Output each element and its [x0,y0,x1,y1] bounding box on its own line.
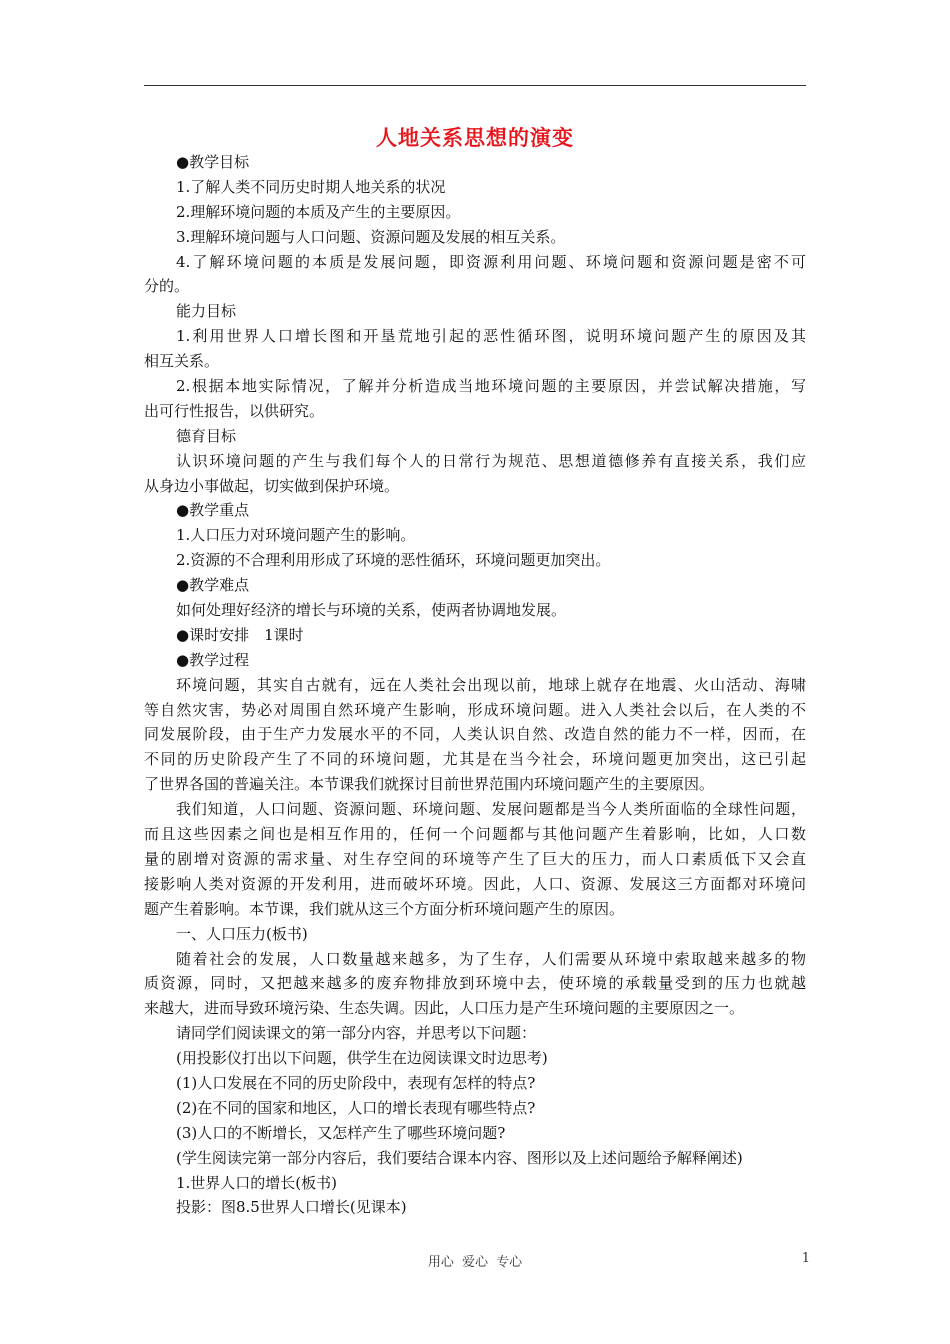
text-line: 量的剧增对资源的需求量、对生存空间的环境等产生了巨大的压力，而人口素质低下又会直 [144,849,806,868]
text-line: (2)在不同的国家和地区，人口的增长表现有哪些特点? [176,1098,536,1117]
text-line: 出可行性报告，以供研究。 [144,401,325,420]
text-line: 等自然灾害，势必对周围自然环境产生影响，形成环境问题。进入人类社会以后，在人类的不 [144,700,806,719]
text-line: ●课时安排 1课时 [176,625,304,644]
text-line: (用投影仪打出以下问题，供学生在边阅读课文时边思考) [176,1049,548,1068]
text-line: 质资源，同时，又把越来越多的废弃物排放到环境中去，使环境的承载量受到的压力也就越 [144,974,806,993]
text-line: 1.人口压力对环境问题产生的影响。 [176,526,416,545]
text-line: ●教学难点 [176,576,250,595]
text-line: 能力目标 [176,302,237,321]
text-line: 我们知道，人口问题、资源问题、环境问题、发展问题都是当今人类所面临的全球性问题， [176,800,806,819]
text-line: 3.理解环境问题与人口问题、资源问题及发展的相互关系。 [176,227,566,246]
text-line: 题产生着影响。本节课，我们就从这三个方面分析环境问题产生的原因。 [144,899,625,918]
text-line: 环境问题，其实自古就有，远在人类社会出现以前，地球上就存在地震、火山活动、海啸 [176,675,806,694]
text-line: ●教学目标 [176,153,250,171]
text-line: 随着社会的发展，人口数量越来越多，为了生存，人们需要从环境中索取越来越多的物 [176,949,806,968]
text-line: 一、人口压力(板书) [176,924,308,943]
text-line: 德育目标 [176,426,237,445]
page-title: 人地关系思想的演变 [376,126,574,150]
text-line: 投影：图8.5世界人口增长(见课本) [176,1198,407,1217]
text-line: 认识环境问题的产生与我们每个人的日常行为规范、思想道德修养有直接关系，我们应 [176,451,806,470]
text-line: 了世界各国的普遍关注。本节课我们就探讨目前世界范围内环境问题产生的主要原因。 [144,775,715,794]
text-line: 同发展阶段，由于生产力发展水平的不同，人类认识自然、改造自然的能力不一样，因而，在 [144,725,806,744]
text-line: 相互关系。 [144,352,220,371]
page-number: 1 [801,1251,810,1266]
text-line: 分的。 [144,277,190,296]
text-line: 来越大，进而导致环境污染、生态失调。因此，人口压力是产生环境问题的主要原因之一。 [144,999,745,1018]
text-line: 4.了解环境问题的本质是发展问题，即资源利用问题、环境问题和资源问题是密不可 [176,252,806,271]
text-line: 1.世界人口的增长(板书) [176,1173,338,1192]
text-line: 不同的历史阶段产生了不同的环境问题，尤其是在当今社会，环境问题更加突出，这已引起 [144,750,806,769]
text-line: 如何处理好经济的增长与环境的关系，使两者协调地发展。 [176,601,567,620]
text-line: 2.资源的不合理利用形成了环境的恶性循环，环境问题更加突出。 [176,551,611,570]
text-line: (学生阅读完第一部分内容后，我们要结合课本内容、图形以及上述问题给予解释阐述) [176,1148,743,1167]
document-body [144,150,806,1220]
text-line: ●教学过程 [176,650,250,669]
text-line: 2.理解环境问题的本质及产生的主要原因。 [176,202,461,221]
text-line: 1.利用世界人口增长图和开垦荒地引起的恶性循环图，说明环境问题产生的原因及其 [176,327,806,346]
text-line: 从身边小事做起，切实做到保护环境。 [144,476,400,495]
text-line: 请同学们阅读课文的第一部分内容，并思考以下问题： [176,1024,537,1043]
footer-slogan: 用心 爱心 专心 [427,1255,523,1270]
text-line: (1)人口发展在不同的历史阶段中，表现有怎样的特点? [176,1073,536,1092]
text-line: 接影响人类对资源的开发利用，进而破坏环境。因此，人口、资源、发展这三方面都对环境问 [144,874,806,893]
text-line: 而且这些因素之间也是相互作用的，任何一个问题都与其他问题产生着影响，比如，人口数 [144,825,806,844]
header-rule [144,85,806,86]
text-line: (3)人口的不断增长，又怎样产生了哪些环境问题? [176,1123,506,1142]
text-line: ●教学重点 [176,501,250,520]
text-line: 2.根据本地实际情况，了解并分析造成当地环境问题的主要原因，并尝试解决措施，写 [176,377,806,396]
text-line: 1.了解人类不同历史时期人地关系的状况 [176,177,446,196]
